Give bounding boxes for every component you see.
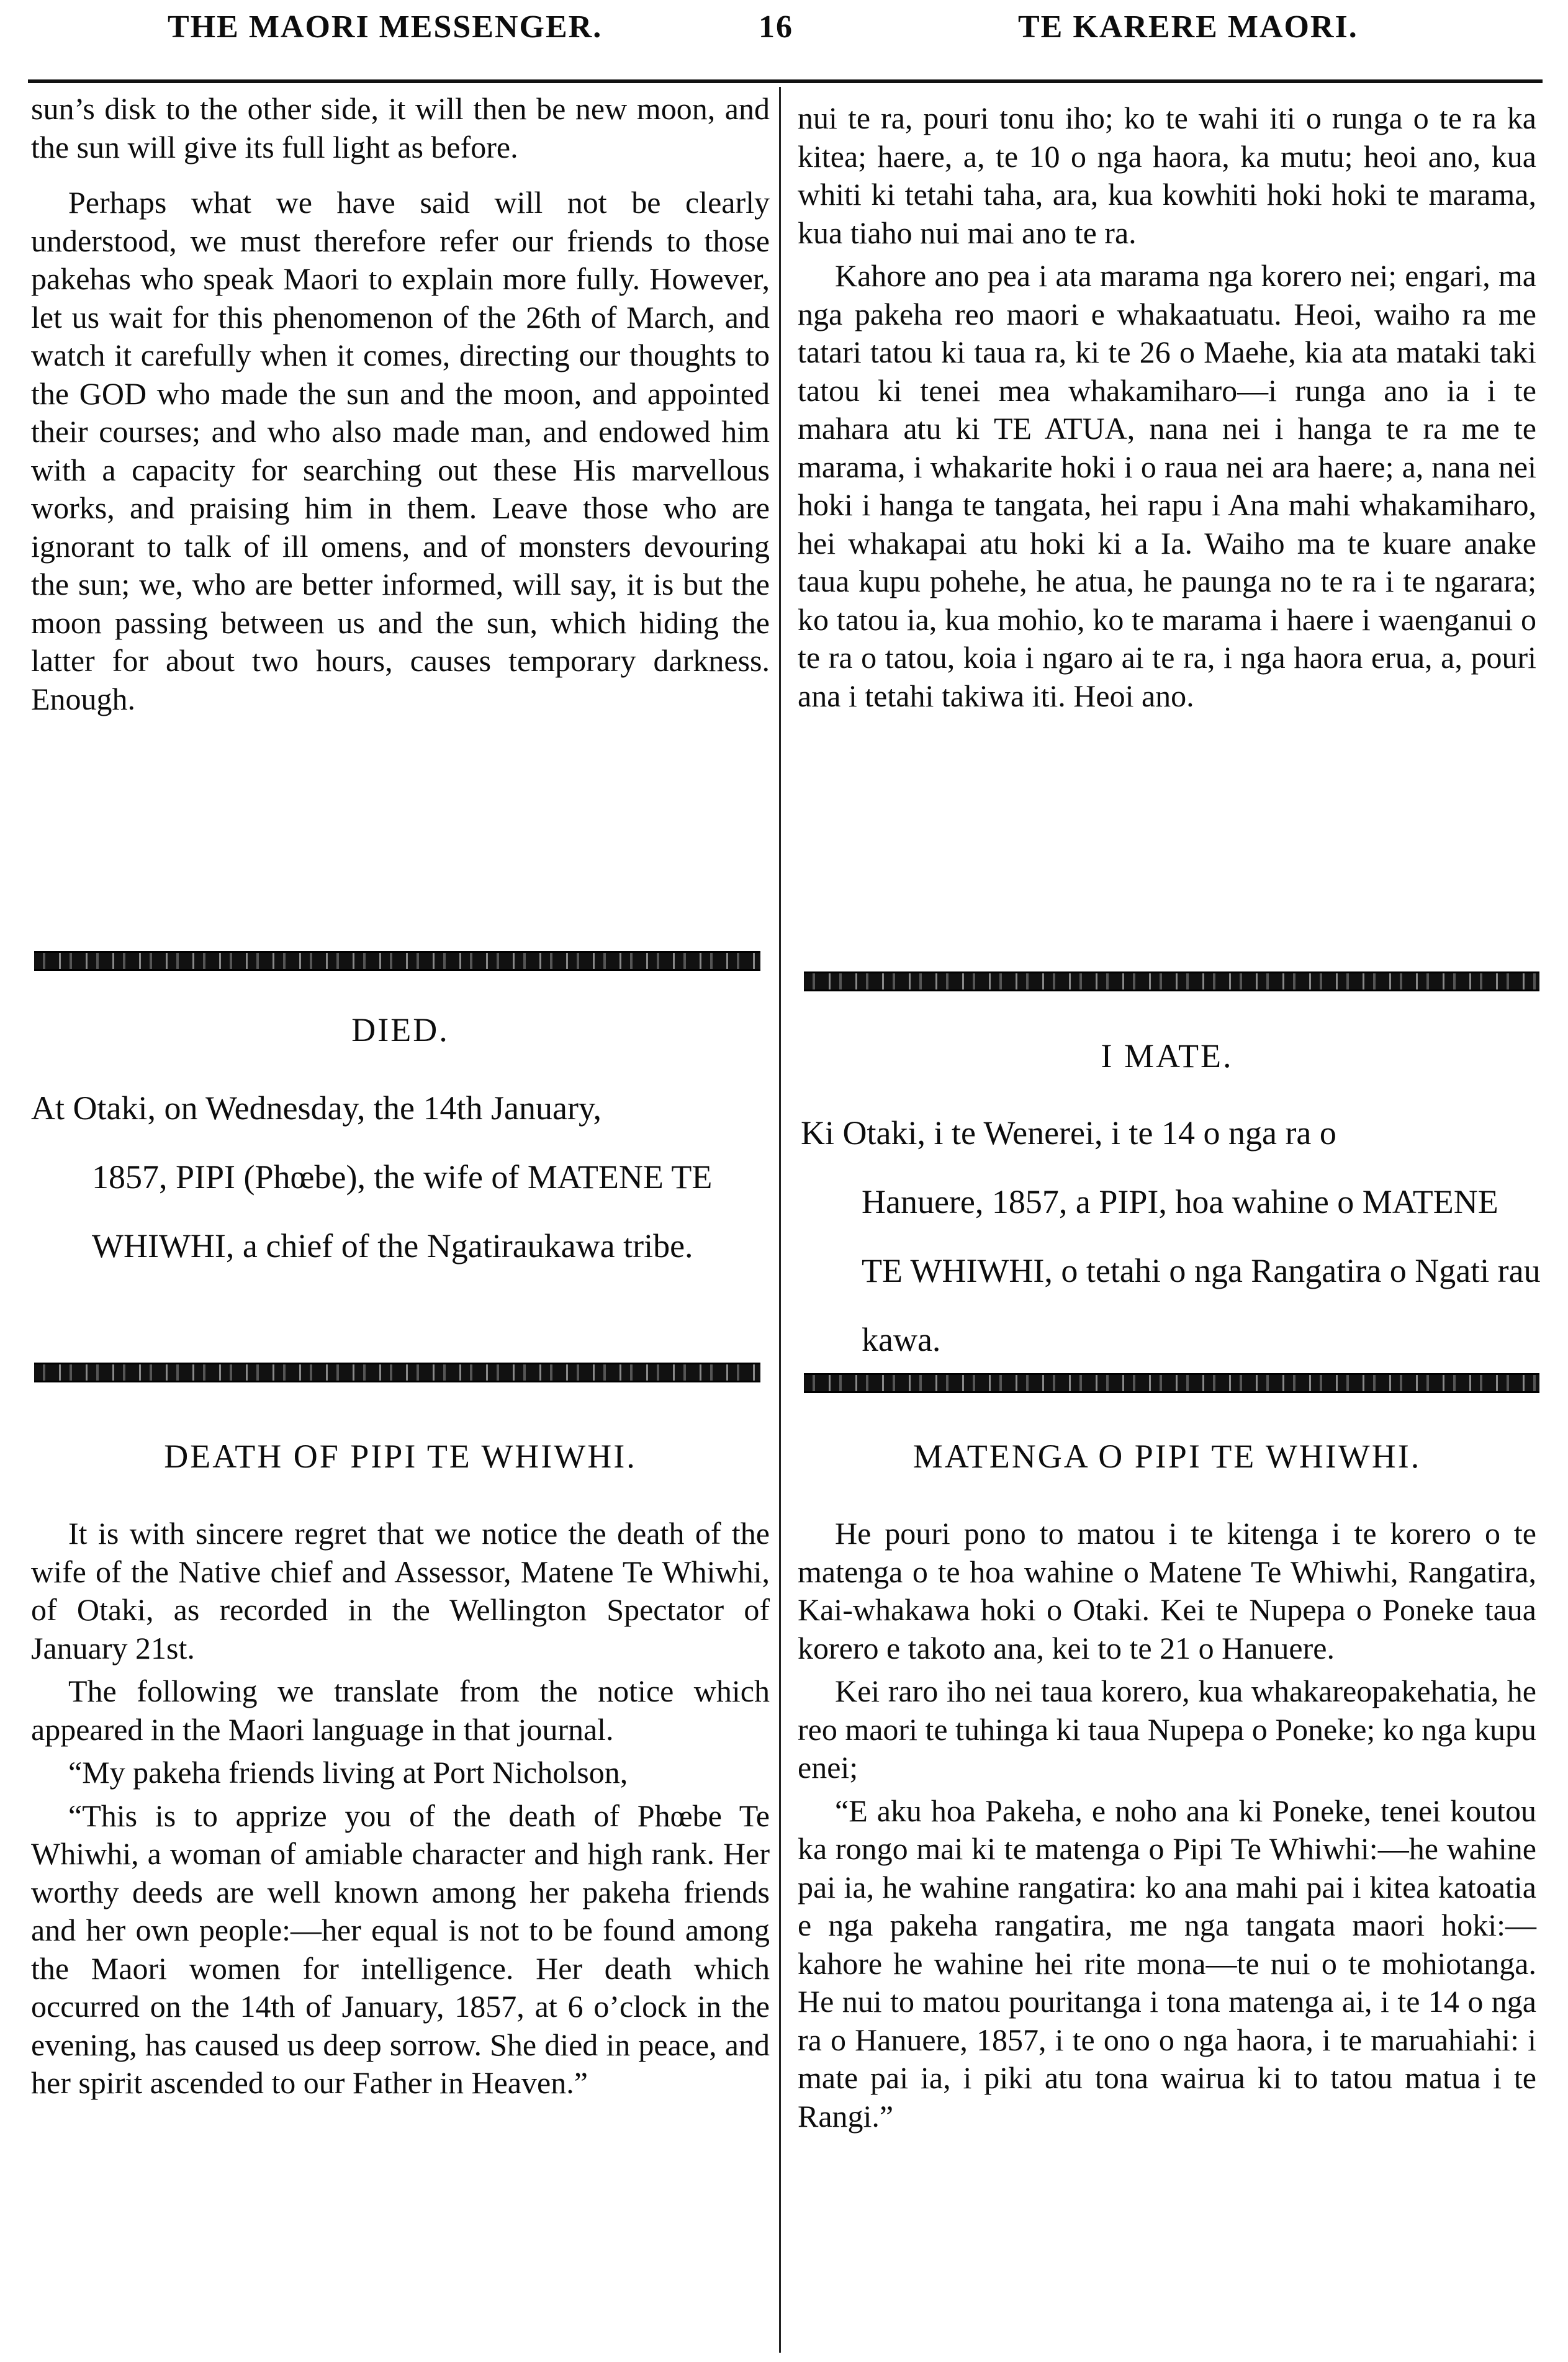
section-divider-bar	[804, 1373, 1539, 1393]
died-heading-maori: I MATE.	[1101, 1037, 1233, 1075]
column-divider	[779, 87, 781, 2353]
section-divider-bar	[804, 971, 1539, 991]
obituary-heading-english: DEATH OF PIPI TE WHIWHI.	[164, 1438, 637, 1475]
article-paragraph: It is with sincere regret that we notice the death of the wife of the Native chief and Assessor, Matene Te Whiwhi, of Otaki, as recorded in the Wellington Spectator of January 21st.	[31, 1516, 770, 1666]
death-notice-english	[31, 1074, 776, 1281]
masthead-english: THE MAORI MESSENGER.	[168, 9, 603, 45]
section-divider-bar	[34, 951, 760, 971]
left-eclipse-article	[31, 90, 770, 718]
death-notice-maori	[801, 1099, 1546, 1374]
obituary-english	[31, 1515, 770, 2103]
article-paragraph: Kahore ano pea i ata marama nga korero nei; engari, ma nga pakeha reo maori e whakaatuatu. Heoi, waiho ra me tatari tatou ki taua ra, ki te 26 o Maehe, kia ata mataki taki tatou ki tenei mea whakamiharo—i runga ano ia i te mahara atu ki TE ATUA, nana nei i hanga te ra me te marama, i whakarite hoki i o raua nei ara haere; a, nana nei hoki i hanga te tangata, hei rapu i Ana mahi whakamiharo, hei whakapai atu hoki ki a Ia. Waiho ma te kuare anake taua kupu pohehe, he atua, he paunga no te ra i te ngarara; ko tatou ia, kua mohio, ko te marama i haere i waenganui o te ra o tatou, koia i ngaro ai te ra, i nga haora erua, a, pouri ana i tetahi takiwa iti. Heoi ano.	[798, 258, 1536, 713]
article-paragraph: Kei raro iho nei taua korero, kua whakareopakehatia, he reo maori te tuhinga ki taua Nupepa o Poneke; ko nga kupu enei;	[798, 1674, 1536, 1785]
article-paragraph: Perhaps what we have said will not be clearly understood, we must therefore refer our friends to those pakehas who speak Maori to explain more fully. However, let us wait for this phenomenon of the 26th of March, and watch it carefully when it comes, directing our thoughts to the GOD who made the sun and the moon, and appointed their courses; and who also made man, and endowed him with a capacity for searching out these His marvellous works, and praising him in them. Leave those who are ignorant to talk of ill omens, and of monsters devouring the sun; we, who are better informed, will say, it is but the moon passing between us and the sun, which hiding the latter for about two hours, causes temporary darkness. Enough.	[31, 185, 770, 716]
article-paragraph: “E aku hoa Pakeha, e noho ana ki Poneke, tenei koutou ka rongo mai ki te matenga o Pipi Te Whiwhi:—he wahine pai ia, he wahine rangatira: ko ana mahi pai i kitea katoatia e nga pakeha rangatira, me nga tangata maori hoki:—kahore he wahine hei rite mona—te nui o te mohiotanga. He nui to matou pouritanga i tona matenga ai, i te 14 o nga ra o Hanuere, 1857, i te ono o nga haora, i te maruahiahi: i mate pai ia, i piki atu tona wairua ki to tatou matua i te Rangi.”	[798, 1793, 1536, 2134]
death-notice-continuation: 1857, PIPI (Phœbe), the wife of MATENE TE WHIWHI, a chief of the Ngatiraukawa tribe.	[92, 1158, 713, 1264]
article-paragraph: The following we translate from the notice which appeared in the Maori language in that journal.	[31, 1674, 770, 1747]
article-paragraph: nui te ra, pouri tonu iho; ko te wahi iti o runga o te ra ka kitea; haere, a, te 10 o nga haora, ka mutu; heoi ano, kua whiti ki tetahi taha, ara, kua kowhiti hoki hoki te marama, kua tiaho nui mai ano te ra.	[798, 101, 1536, 250]
page-number: 16	[759, 9, 793, 45]
article-paragraph: “My pakeha friends living at Port Nicholson,	[68, 1755, 628, 1790]
obituary-heading-maori: MATENGA O PIPI TE WHIWHI.	[912, 1438, 1422, 1475]
section-divider-bar	[34, 1363, 760, 1382]
header-rule	[28, 79, 1543, 83]
article-paragraph: He pouri pono to matou i te kitenga i te korero o te matenga o te hoa wahine o Matene Te Whiwhi, Rangatira, Kai-whakawa hoki o Otaki. Kei te Nupepa o Poneke taua korero e takoto ana, kei to te 21 o Hanuere.	[798, 1516, 1536, 1666]
right-eclipse-article	[798, 99, 1536, 715]
death-notice-continuation: Hanuere, 1857, a PIPI, hoa wahine o MATENE TE WHIWHI, o tetahi o nga Rangatira o Ngati rau kawa.	[862, 1183, 1541, 1358]
article-paragraph: “This is to apprize you of the death of Phœbe Te Whiwhi, a woman of amiable character and high rank. Her worthy deeds are well known among her pakeha friends and her own people:—her equal is not to be found among the Maori women for intelligence. Her death which occurred on the 14th of January, 1857, at 6 o’clock in the evening, has caused us deep sorrow. She died in peace, and her spirit ascended to our Father in Heaven.”	[31, 1798, 770, 2100]
death-notice-line: Ki Otaki, i te Wenerei, i te 14 o nga ra o	[801, 1114, 1336, 1152]
died-heading: DIED.	[351, 1011, 449, 1048]
article-paragraph: sun’s disk to the other side, it will then be new moon, and the sun will give its full light as before.	[31, 91, 770, 165]
masthead-maori: TE KARERE MAORI.	[1018, 9, 1358, 45]
obituary-maori	[798, 1515, 1536, 2135]
death-notice-line: At Otaki, on Wednesday, the 14th January,	[31, 1089, 602, 1127]
